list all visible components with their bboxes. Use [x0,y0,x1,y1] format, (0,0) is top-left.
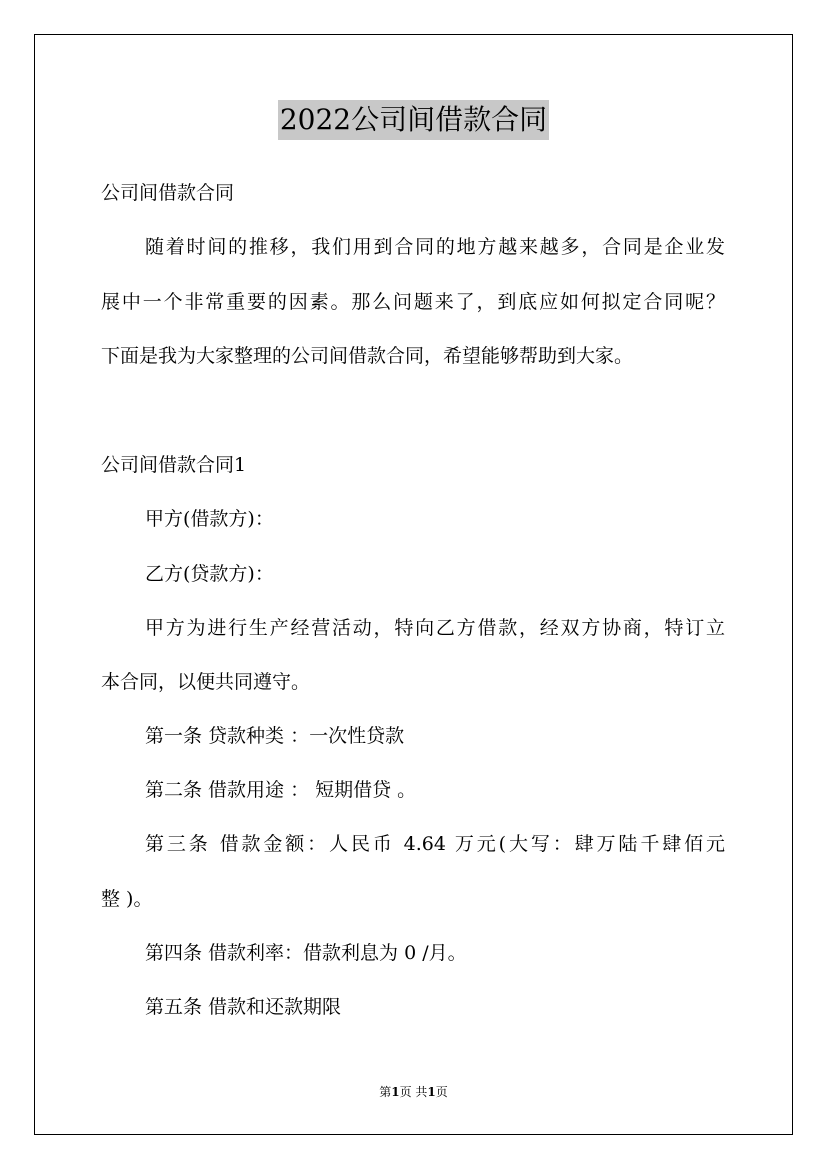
document-title: 2022公司间借款合同 [278,100,549,140]
party-b: 乙方(贷款方)： [145,563,274,585]
footer-page-mid: 页 共 [399,1085,428,1099]
intro-line-1: 随着时间的推移，我们用到合同的地方越来越多，合同是企业发 [145,236,725,258]
intro-line-3: 下面是我为大家整理的公司间借款合同，希望能够帮助到大家。 [101,345,634,367]
article-4: 第四条 借款利率：借款利息为 0 /月。 [145,942,467,964]
document-subtitle: 公司间借款合同 [101,182,235,204]
footer-page-total: 1 [427,1085,436,1099]
page-footer [0,1083,827,1101]
title-container [0,100,827,140]
article-5: 第五条 借款和还款期限 [145,996,342,1018]
intro-line-2: 展中一个非常重要的因素。那么问题来了，到底应如何拟定合同呢？ [101,291,725,313]
article-2: 第二条 借款用途 ： 短期借贷 。 [145,779,417,801]
purpose-line-2: 本合同，以便共同遵守。 [101,671,311,693]
footer-page-current: 1 [391,1085,400,1099]
footer-page-prefix: 第 [379,1085,392,1099]
article-1: 第一条 贷款种类 ：一次性贷款 [145,725,405,747]
section-title: 公司间借款合同1 [101,454,247,476]
purpose-line-1: 甲方为进行生产经营活动，特向乙方借款，经双方协商，特订立 [145,617,725,639]
footer-page-suffix: 页 [435,1085,448,1099]
party-a: 甲方(借款方)： [145,508,274,530]
article-3-line-2: 整 )。 [101,888,153,910]
article-3-line-1: 第三条 借款金额：人民币 4.64 万元(大写：肆万陆千肆佰元 [145,833,725,855]
